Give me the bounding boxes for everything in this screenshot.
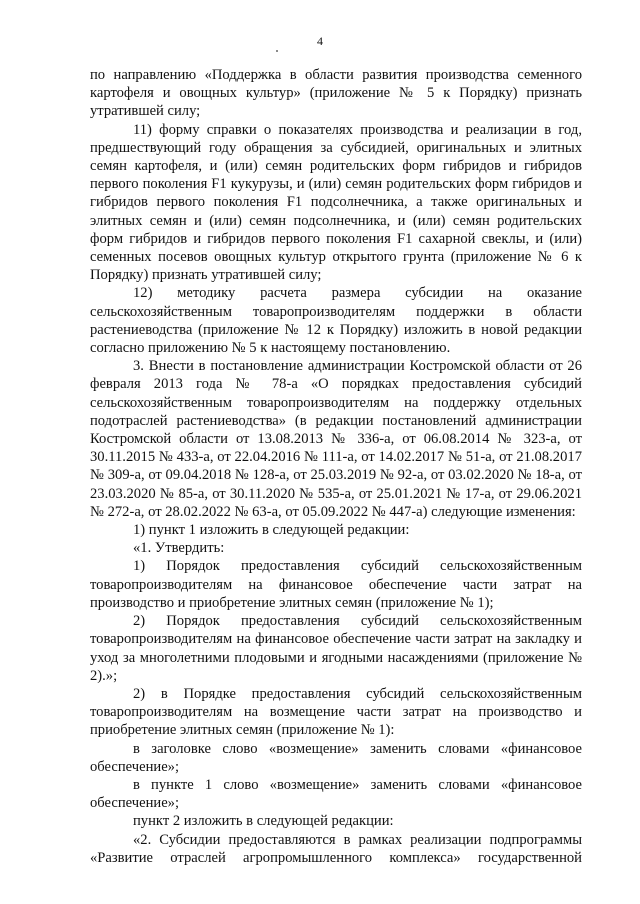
scan-speck xyxy=(276,50,278,52)
paragraph-6: «1. Утвердить: xyxy=(133,540,225,557)
paragraph-11: в пункте 1 слово «возмещение» заменить словами «финансовое обеспечение»; xyxy=(90,776,582,812)
paragraph-3: 12) методику расчета размера субсидии на оказание сельскохозяйственным товаропроизводителям поддержки в области растениеводства (приложение № 12 к Порядку) изложить в новой редакции согласно приложению № 5 к настоящему постановлению. xyxy=(90,285,582,357)
paragraph-2: 11) форму справки о показателях производства и реализации в год, предшествующий году обращения за субсидией, оригинальных и элитных семян картофеля, и (или) семян родительских форм гибридов и гибридов первого поколения F1 кукурузы, и (или) семян родительских форм гибридов и гибридов первого поколения F1 подсолнечника, а также оригинальных и элитных семян и (или) семян подсолнечника, и (или) семян родительских форм гибридов и гибридов первого поколения F1 сахарной свеклы, и (или) семенных посевов овощных культур открытого грунта (приложение № 6 к Порядку) признать утратившей силу; xyxy=(90,121,582,284)
paragraph-4: 3. Внести в постановление администрации Костромской области от 26 февраля 2013 года № 78-а «О порядках предоставления субсидий сельскохозяйственным товаропроизводителям на поддержку отдельных подотраслей растениеводства» (в редакции постановлений администрации Костромской области от 13.08.2013 № 336-а, от 06.08.2014 № 323-а, от 30.11.2015 № 433-а, от 22.04.2016 № 111-а, от 14.02.2017 № 51-а, от 21.08.2017 № 309-а, от 09.04.2018 № 128-а, от 25.03.2019 № 92-а, от 03.02.2020 № 18-а, от 23.03.2020 № 85-а, от 30.11.2020 № 535-а, от 25.01.2021 № 17-а, от 29.06.2021 № 272-а, от 28.02.2022 № 63-а, от 05.09.2022 № 447-а) следующие изменения: xyxy=(90,358,582,520)
paragraph-10: в заголовке слово «возмещение» заменить словами «финансовое обеспечение»; xyxy=(90,740,582,775)
paragraph-13: «2. Субсидии предоставляются в рамках реализации подпрограммы «Развитие отраслей агропромышленного комплекса» государственной xyxy=(90,831,582,866)
document-body xyxy=(90,66,582,867)
paragraph-7: 1) Порядок предоставления субсидий сельскохозяйственным товаропроизводителям на финансовое обеспечение части затрат на производство и приобретение элитных семян (приложение № 1); xyxy=(90,558,582,611)
paragraph-8: 2) Порядок предоставления субсидий сельскохозяйственным товаропроизводителям на финансовое обеспечение части затрат на закладку и уход за многолетними плодовыми и ягодными насаждениями (приложение № 2).»; xyxy=(90,613,582,684)
paragraph-12: пункт 2 изложить в следующей редакции: xyxy=(133,813,394,830)
paragraph-5: 1) пункт 1 изложить в следующей редакции: xyxy=(133,522,410,539)
paragraph-9: 2) в Порядке предоставления субсидий сельскохозяйственным товаропроизводителям на возмещение части затрат на производство и приобретение элитных семян (приложение № 1): xyxy=(90,685,582,739)
page-number: 4 xyxy=(317,34,323,48)
paragraph-1: по направлению «Поддержка в области развития производства семенного картофеля и овощных культур» (приложение № 5 к Порядку) признать утратившей силу; xyxy=(90,67,582,120)
